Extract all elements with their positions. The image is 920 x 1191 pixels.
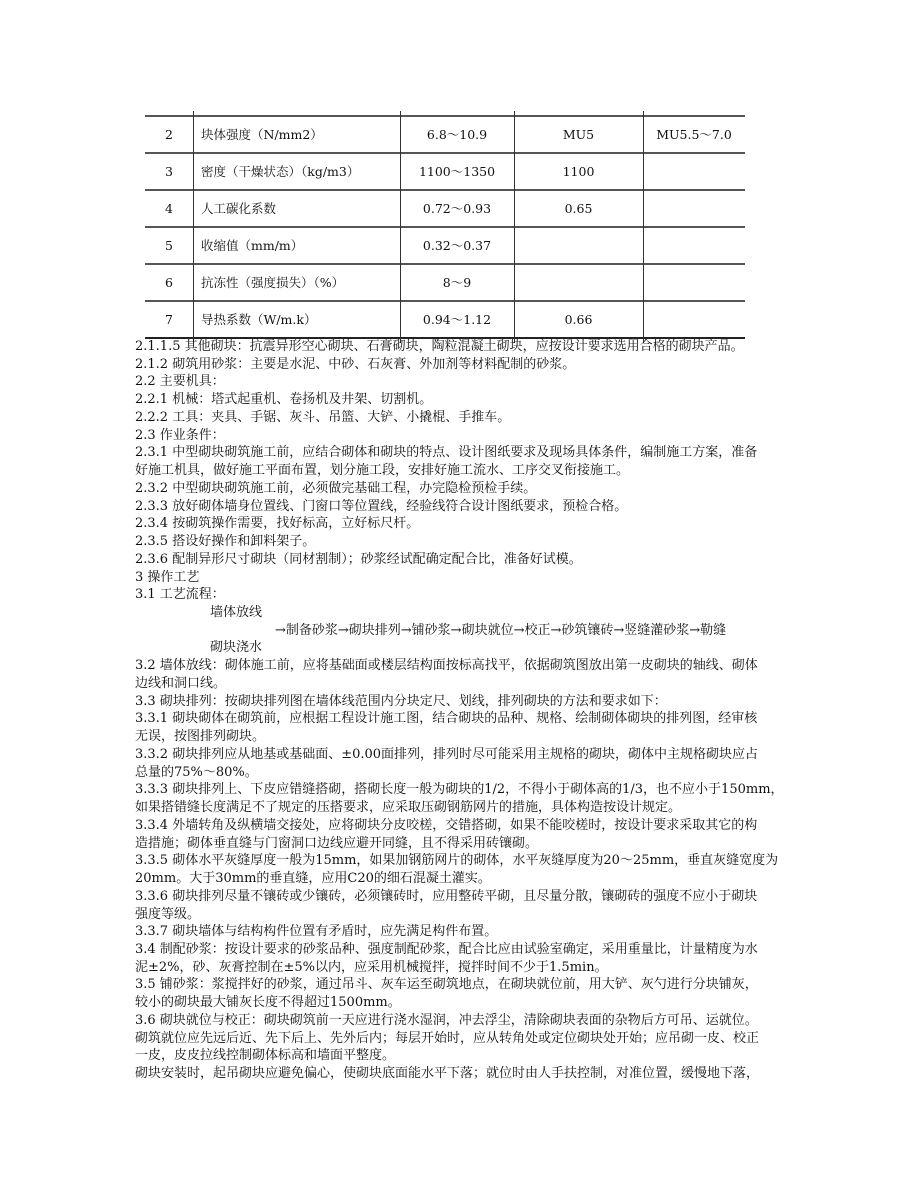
cell-item: 抗冻性（强度损失）（%） — [201, 275, 345, 290]
text-line: 3.6 砌块就位与校正：砌块砌筑前一天应进行浇水湿润，冲去浮尘，清除砌块表面的杂物后方可吊、运就位。 — [135, 1012, 758, 1028]
text-line: 2.3 作业条件： — [135, 427, 225, 443]
table-row — [145, 263, 745, 300]
text-line: 造措施；砌体垂直缝与门窗洞口边线应避开同缝，且不得采用砖镶砌。 — [135, 835, 539, 851]
text-line: 强度等级。 — [135, 906, 201, 922]
table-row — [145, 152, 745, 189]
cell-value — [514, 228, 643, 263]
cell-item: 导热系数（W/m.k） — [201, 312, 317, 327]
text-line: 泥±2%，砂、灰膏控制在±5%以内，应采用机械搅拌，搅拌时间不少于1.5min。 — [135, 959, 608, 975]
table-row — [145, 300, 745, 339]
text-line: 2.1.2 砌筑用砂浆：主要是水泥、中砂、石灰膏、外加剂等材料配制的砂浆。 — [135, 356, 576, 372]
text-line: 2.3.3 放好砌体墙身位置线、门窗口等位置线，经验线符合设计图纸要求，预检合格。 — [135, 498, 628, 514]
cell-value: MU5 — [562, 127, 595, 142]
cell-extra — [643, 265, 745, 300]
cell-extra — [643, 154, 745, 189]
text-line: 3.4 制配砂浆：按设计要求的砂浆品种、强度制配砂浆，配合比应由试验室确定，采用重量比，计量精度为水 — [135, 941, 758, 957]
text-line: 2.3.5 搭设好操作和卸料架子。 — [135, 534, 316, 550]
text-line: 总量的75%～80%。 — [135, 764, 258, 780]
text-line: 20mm。大于30mm的垂直缝，应用C20的细石混凝土灌实。 — [135, 871, 491, 887]
text-line: 3.1 工艺流程： — [135, 587, 225, 603]
text-line: 好施工机具，做好施工平面布置，划分施工段，安排好施工流水、工序交叉衔接施工。 — [135, 463, 630, 479]
cell-no: 6 — [165, 275, 173, 290]
text-line: 2.3.4 按砌筑操作需要，找好标高，立好标尺杆。 — [135, 516, 420, 532]
text-line: 2.3.6 配制异形尺寸砌块（同材割制）；砂浆经试配确定配合比，准备好试模。 — [135, 551, 582, 567]
properties-table — [145, 115, 745, 339]
cell-item: 密度（干燥状态）（kg/m3） — [201, 164, 360, 179]
cell-value — [514, 265, 643, 300]
text-line: 如果搭错缝长度满足不了规定的压搭要求，应采取压砌钢筋网片的措施，具体构造按设计规定。 — [135, 800, 682, 816]
text-line: 2.2.1 机械：塔式起重机、卷扬机及井架、切割机。 — [135, 392, 433, 408]
text-line: 2.1.1.5 其他砌块：抗震异形空心砌块、石膏砌块，陶粒混凝土砌块，应按设计要求选用合格的砌块产品。 — [135, 339, 744, 354]
text-line: 3.3.2 砌块排列应从地基或基础面、±0.00面排列，排列时尽可能采用主规格的砌块，砌体中主规格砌块应占 — [135, 746, 759, 762]
cell-no: 4 — [165, 201, 173, 216]
cell-value: 1100 — [562, 164, 595, 179]
cell-no: 3 — [165, 164, 173, 179]
table-row — [145, 115, 745, 152]
text-line: 边线和洞口线。 — [135, 675, 227, 691]
text-line: 3 操作工艺 — [135, 569, 200, 585]
cell-value: 0.65 — [564, 201, 593, 216]
text-line: 2.3.1 中型砌块砌筑施工前，应结合砌体和砌块的特点、设计图纸要求及现场具体条件，编制施工方案，准备 — [135, 445, 758, 461]
text-line: 3.2 墙体放线：砌体施工前，应将基础面或楼层结构面按标高找平，依据砌筑图放出第一皮砌块的轴线、砌体 — [135, 658, 758, 674]
cell-value: 0.66 — [564, 312, 593, 327]
column-divider — [193, 296, 194, 343]
cell-item: 块体强度（N/mm2） — [201, 127, 323, 142]
text-line: 砌块安装时，起吊砌块应避免偏心，使砌块底面能水平下落；就位时由人手扶控制，对准位置，缓慢地下落， — [135, 1066, 760, 1082]
text-line: 无误，按图排列砌块。 — [135, 729, 266, 745]
cell-range: 0.94～1.12 — [422, 312, 492, 327]
document-body — [135, 338, 795, 1083]
flow-step-bottom: 砌块浇水 — [210, 640, 263, 656]
text-line: 3.5 铺砂浆：浆搅拌好的砂浆，通过吊斗、灰车运至砌筑地点，在砌块就位前，用大铲、灰勺进行分块铺灰， — [135, 977, 758, 993]
text-line: 一皮，皮皮拉线控制砌体标高和墙面平整度。 — [135, 1048, 396, 1064]
cell-range: 6.8～10.9 — [426, 127, 488, 142]
text-line: 3.3.3 砌块排列上、下皮应错缝搭砌，搭砌长度一般为砌块的1/2，不得小于砌体高的1/3，也不应小于150mm， — [135, 782, 784, 798]
cell-no: 7 — [165, 312, 173, 327]
cell-item: 人工碳化系数 — [201, 201, 277, 216]
cell-item: 收缩值（mm/m） — [201, 238, 304, 253]
cell-range: 1100～1350 — [418, 164, 496, 179]
text-line: 3.3.4 外墙转角及纵横墙交接处，应将砌块分皮咬槎，交错搭砌，如果不能咬槎时，按设计要求采取其它的构 — [135, 817, 758, 833]
cell-extra: MU5.5～7.0 — [656, 127, 732, 142]
cell-no: 2 — [165, 127, 173, 142]
cell-range: 0.32～0.37 — [422, 238, 492, 253]
text-line: 2.2 主要机具： — [135, 374, 225, 390]
text-line: 3.3.6 砌块排列尽量不镶砖或少镶砖，必须镶砖时，应用整砖平砌，且尽量分散，镶砌砖的强度不应小于砌块 — [135, 888, 758, 904]
text-line: 2.2.2 工具：夹具、手锯、灰斗、吊篮、大铲、小撬棍、手推车。 — [135, 409, 511, 425]
cell-extra — [643, 191, 745, 226]
text-line: 2.3.2 中型砌块砌筑施工前，必须做完基础工程，办完隐检预检手续。 — [135, 480, 537, 496]
flow-step-top: 墙体放线 — [210, 605, 263, 621]
cell-extra — [643, 302, 745, 337]
cell-range: 8～9 — [442, 275, 472, 290]
text-line: 3.3 砌块排列：按砌块排列图在墙体线范围内分块定尺、划线，排列砌块的方法和要求如下： — [135, 693, 667, 709]
text-line: 3.3.7 砌块墙体与结构构件位置有矛盾时，应先满足构件布置。 — [135, 924, 498, 940]
text-line: 3.3.5 砌体水平灰缝厚度一般为15mm，如果加钢筋网片的砌体，水平灰缝厚度为20～25mm，垂直灰缝宽度为 — [135, 853, 779, 869]
text-line: 较小的砌块最大铺灰长度不得超过1500mm。 — [135, 995, 401, 1011]
text-line: 3.3.1 砌块砌体在砌筑前，应根据工程设计施工图，结合砌块的品种、规格、绘制砌体砌块的排列图，经审核 — [135, 711, 758, 727]
cell-extra — [643, 228, 745, 263]
text-line: 砌筑就位应先远后近、先下后上、先外后内；每层开始时，应从转角处或定位砌块处开始；应吊砌一皮、校正 — [135, 1030, 760, 1046]
flow-main: →制备砂浆→砌块排列→铺砂浆→砌块就位→校正→砂筑镶砖→竖缝灌砂浆→勒缝 — [275, 622, 727, 638]
cell-no: 5 — [165, 238, 173, 253]
table-row — [145, 189, 745, 226]
cell-range: 0.72～0.93 — [422, 201, 492, 216]
table-row — [145, 226, 745, 263]
